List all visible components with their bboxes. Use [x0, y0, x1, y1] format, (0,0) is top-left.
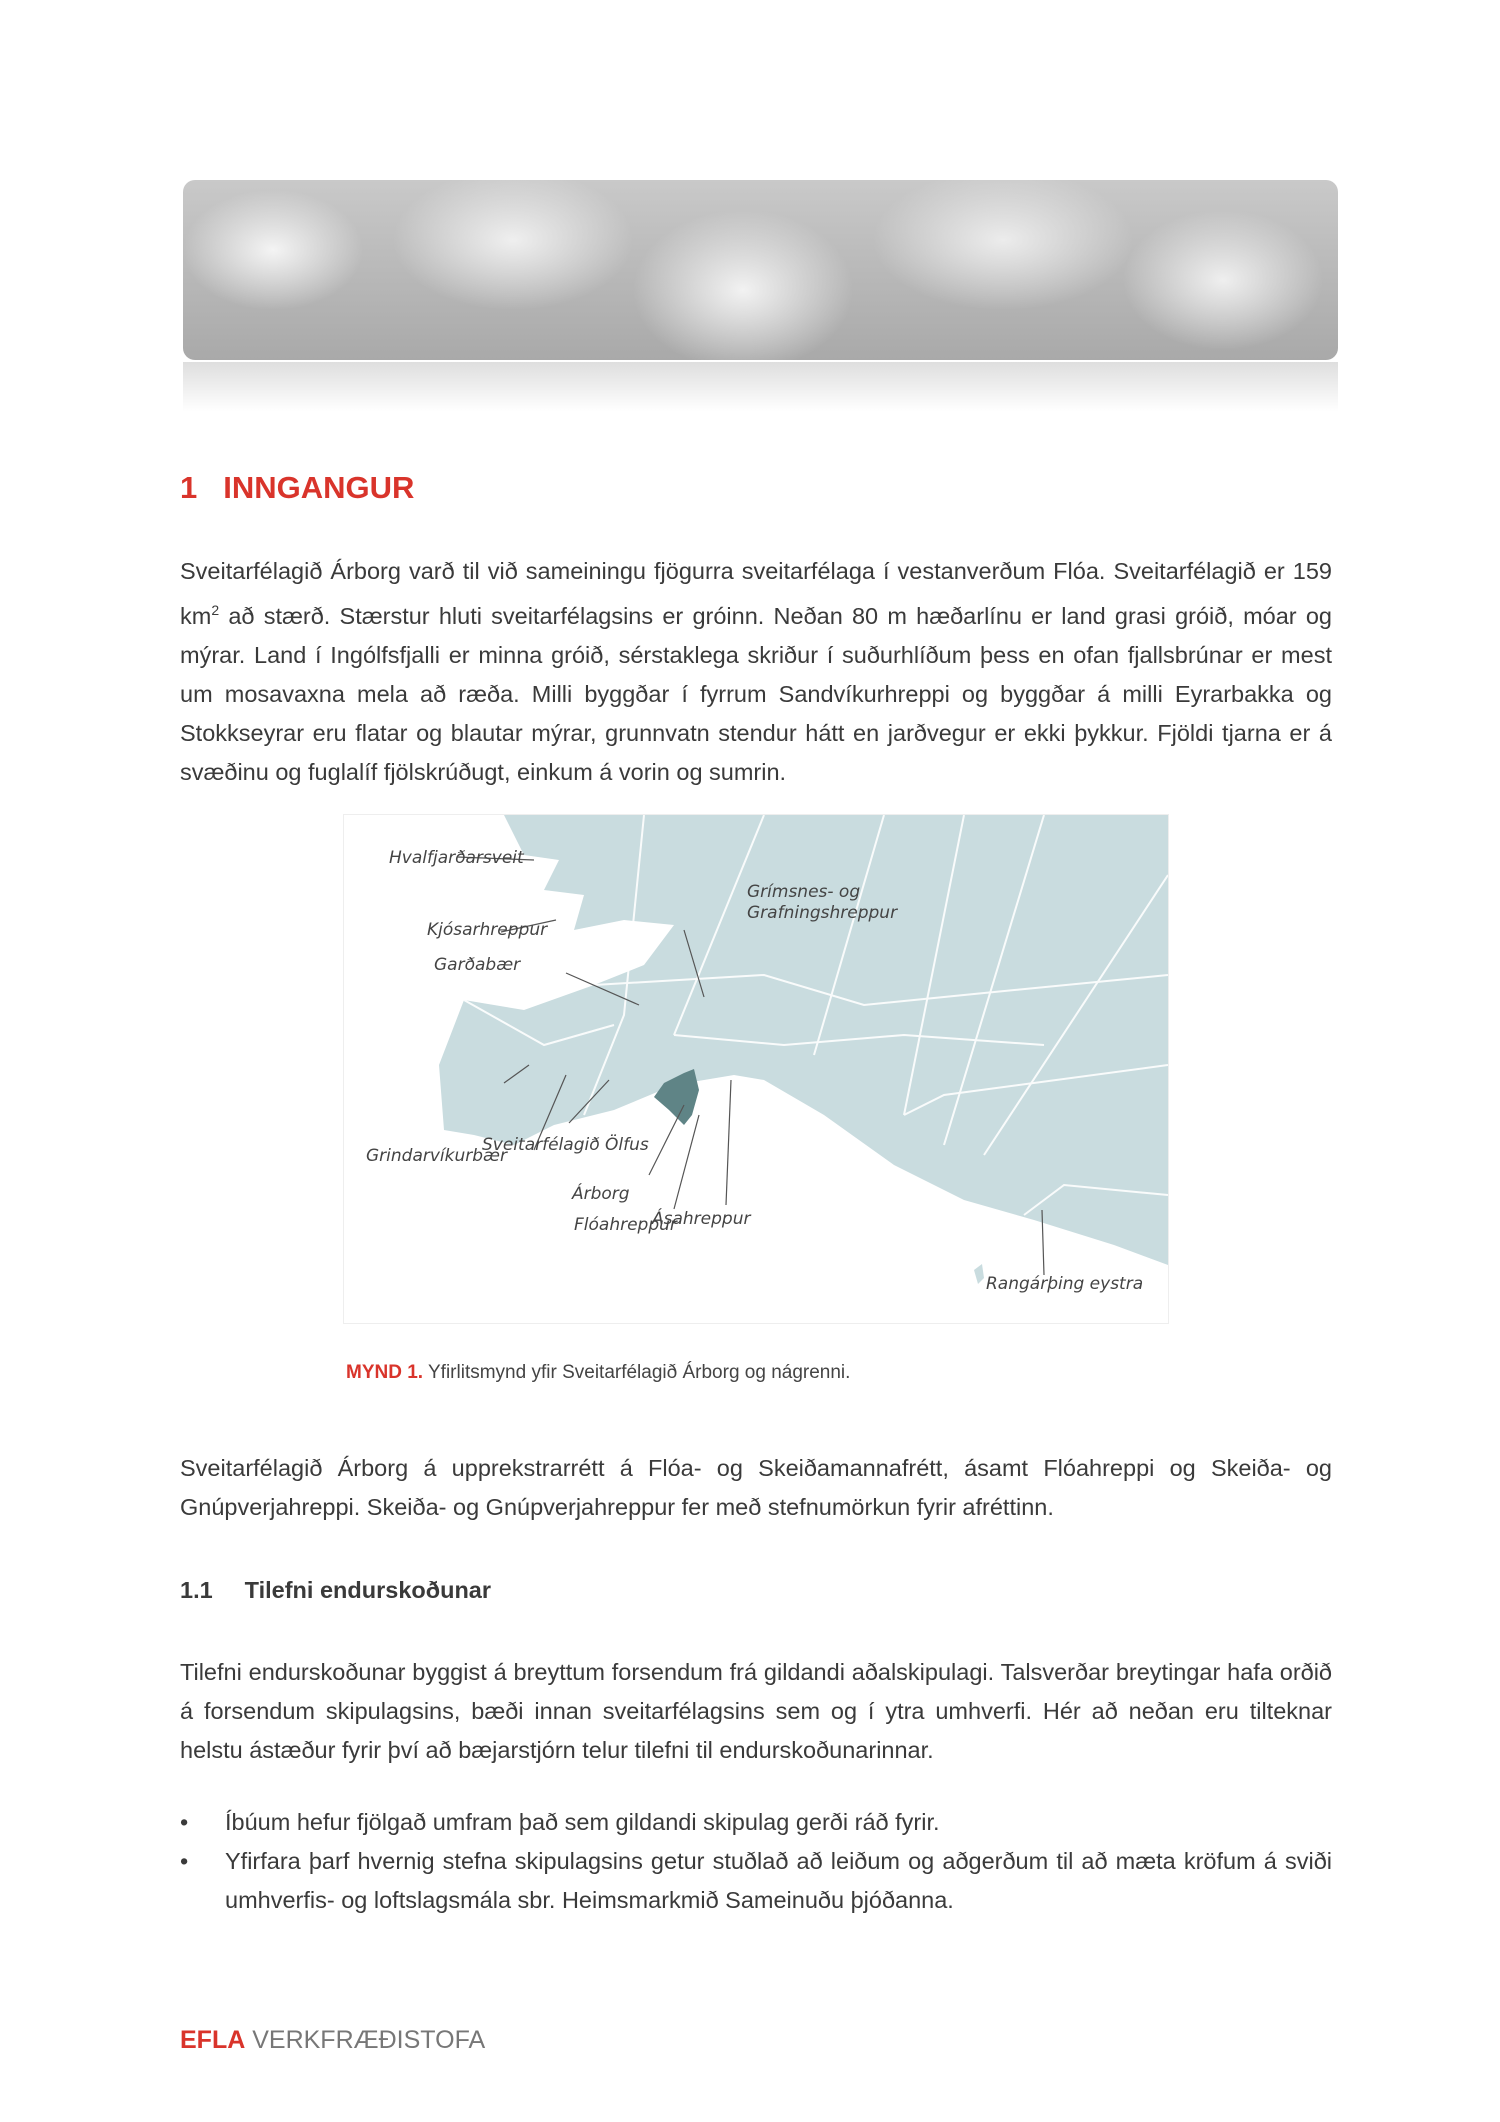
caption-tag: MYND 1. [346, 1362, 424, 1383]
section-heading [180, 1577, 491, 1604]
figure-caption [346, 1362, 850, 1384]
reasons-list [180, 1803, 1332, 1920]
map-label-olfus: Sveitarfélagið Ölfus [482, 1135, 649, 1155]
list-item: • Yfirfara þarf hvernig stefna skipulagsins getur stuðlað að leiðum og aðgerðum til að mæta kröfum á sviði umhverfis- og loftslagsmála sbr. Heimsmarkmið Sameinuðu þjóðanna. [180, 1842, 1332, 1920]
intro-paragraph [180, 552, 1332, 792]
header-banner-reflection [183, 362, 1338, 412]
map-label-asahreppur: Ásahreppur [652, 1209, 751, 1229]
section-title: Tilefni endurskoðunar [244, 1577, 492, 1603]
chapter-heading [180, 470, 414, 506]
map-label-gardabaer: Garðabær [434, 955, 521, 975]
intro-superscript: 2 [211, 602, 220, 618]
footer-brand: EFLA [180, 2026, 246, 2054]
map-label-arborg: Árborg [572, 1184, 630, 1204]
footer-subtitle: VERKFRÆÐISTOFA [245, 2026, 486, 2054]
list-item: • Íbúum hefur fjölgað umfram það sem gildandi skipulag gerði ráð fyrir. [180, 1803, 1332, 1842]
intro-text-a: Sveitarfélagið Árborg varð til við sameiningu fjögurra sveitarfélaga í vestanverðum Flóa. Sveitarfélagið er 159 km [180, 558, 1332, 629]
map-svg [344, 815, 1168, 1323]
map-label-floahreppur: Flóahreppur [574, 1215, 677, 1235]
map-label-hvalfjardarsveit: Hvalfjarðarsveit [389, 848, 524, 868]
chapter-number: 1 [180, 470, 198, 505]
second-paragraph: Sveitarfélagið Árborg á upprekstrarrétt á Flóa- og Skeiðamannafrétt, ásamt Flóahreppi og Skeiða- og Gnúpverjahreppi. Skeiða- og Gnúpverjahreppur fer með stefnumörkun fyrir afréttinn. [180, 1455, 1332, 1520]
overview-map [343, 814, 1169, 1324]
section-number: 1.1 [180, 1577, 213, 1603]
footer-logo [180, 2026, 485, 2055]
map-label-kjosarhreppur: Kjósarhreppur [427, 920, 548, 940]
intro-text-b: að stærð. Stærstur hluti sveitarfélagsins er gróinn. Neðan 80 m hæðarlínu er land grasi gróið, móar og mýrar. Land í Ingólfsfjalli er minna gróið, sérstaklega skriður í suðurhlíðum þess en ofan fjallsbrúnar er mest um mosavaxna mela að ræða. Milli byggðar í fyrrum Sandvíkurhreppi og byggðar á milli Eyrarbakka og Stokkseyrar eru flatar og blautar mýrar, grunnvatn stendur hátt en jarðvegur er ekki þykkur. Fjöldi tjarna er á svæðinu og fuglalíf fjölskrúðugt, einkum á vorin og sumrin. [180, 602, 1332, 785]
third-paragraph: Tilefni endurskoðunar byggist á breyttum forsendum frá gildandi aðalskipulagi. Talsverðar breytingar hafa orðið á forsendum skipulagsins, bæði innan sveitarfélagsins sem og í ytra umhverfi. Hér að neðan eru tilteknar helstu ástæður fyrir því að bæjarstjórn telur tilefni til endurskoðunarinnar. [180, 1659, 1332, 1763]
map-label-grimsnes-1: Grímsnes- og [747, 882, 861, 902]
header-banner-image [183, 180, 1338, 360]
map-label-rangarthing-eystra: Rangárþing eystra [986, 1274, 1144, 1294]
caption-text: Yfirlitsmynd yfir Sveitarfélagið Árborg og nágrenni. [423, 1362, 851, 1383]
map-label-grimsnes-2: Grafningshreppur [747, 903, 898, 923]
chapter-title: INNGANGUR [223, 470, 415, 505]
map-label-grindavik: Grindarvíkurbær [366, 1146, 507, 1166]
